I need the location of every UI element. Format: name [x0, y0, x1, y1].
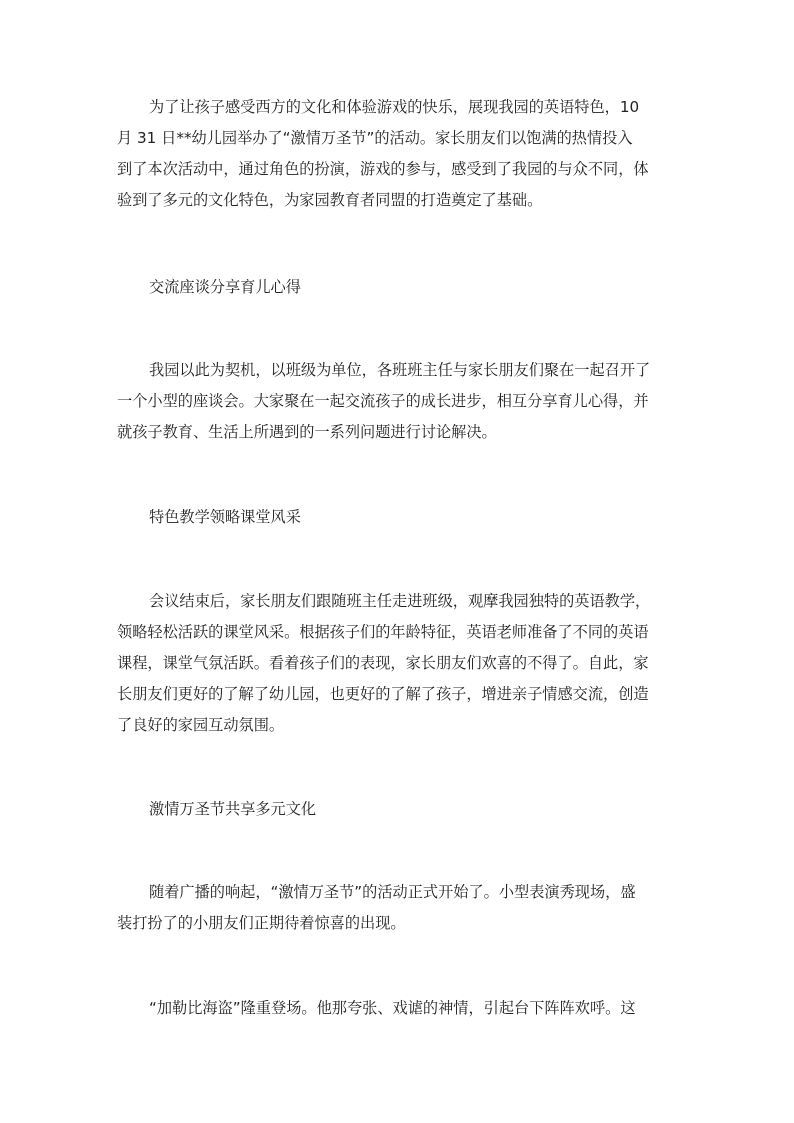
- teaching-paragraph: [117, 586, 677, 741]
- paragraph-line: 长朋友们更好的了解了幼儿园，也更好的了解了孩子，增进亲子情感交流，创造: [117, 685, 649, 703]
- intro-paragraph: [117, 92, 677, 216]
- section-heading: 激情万圣节共享多元文化: [149, 800, 317, 818]
- halloween-paragraph: [117, 877, 677, 939]
- paragraph-line: 课程，课堂气氛活跃。看着孩子们的表现，家长朋友们欢喜的不得了。自此，家: [117, 654, 649, 672]
- section-heading-teaching: [117, 502, 677, 533]
- paragraph-line: 月 31 日**幼儿园举办了“激情万圣节”的活动。家长朋友们以饱满的热情投入: [117, 129, 633, 147]
- paragraph-line: 我园以此为契机，以班级为单位，各班班主任与家长朋友们聚在一起召开了: [149, 361, 651, 379]
- paragraph-line: 随着广播的响起，“激情万圣节”的活动正式开始了。小型表演秀现场，盛: [149, 883, 636, 901]
- paragraph-line: “加勒比海盗”隆重登场。他那夸张、戏谑的神情，引起台下阵阵欢呼。这: [149, 999, 636, 1017]
- paragraph-line: 就孩子教育、生活上所遇到的一系列问题进行讨论解决。: [117, 423, 497, 441]
- exchange-paragraph: [117, 355, 677, 448]
- paragraph-line: 装打扮了的小朋友们正期待着惊喜的出现。: [117, 914, 406, 932]
- section-heading-exchange: [117, 272, 677, 303]
- paragraph-line: 领略轻松活跃的课堂风采。根据孩子们的年龄特征，英语老师准备了不同的英语: [117, 623, 649, 641]
- paragraph-line: 了良好的家园互动氛围。: [117, 716, 285, 734]
- paragraph-line: 会议结束后，家长朋友们跟随班主任走进班级，观摩我园独特的英语教学，: [149, 592, 651, 610]
- section-heading: 特色教学领略课堂风采: [149, 508, 301, 526]
- paragraph-line: 一个小型的座谈会。大家聚在一起交流孩子的成长进步，相互分享育儿心得，并: [117, 392, 649, 410]
- section-heading: 交流座谈分享育儿心得: [149, 278, 301, 296]
- paragraph-line: 验到了多元的文化特色，为家园教育者同盟的打造奠定了基础。: [117, 191, 543, 209]
- paragraph-line: 为了让孩子感受西方的文化和体验游戏的快乐，展现我园的英语特色，10: [149, 98, 640, 116]
- paragraph-line: 到了本次活动中，通过角色的扮演，游戏的参与，感受到了我园的与众不同，体: [117, 160, 649, 178]
- pirate-paragraph: [117, 993, 677, 1024]
- section-heading-halloween: [117, 794, 677, 825]
